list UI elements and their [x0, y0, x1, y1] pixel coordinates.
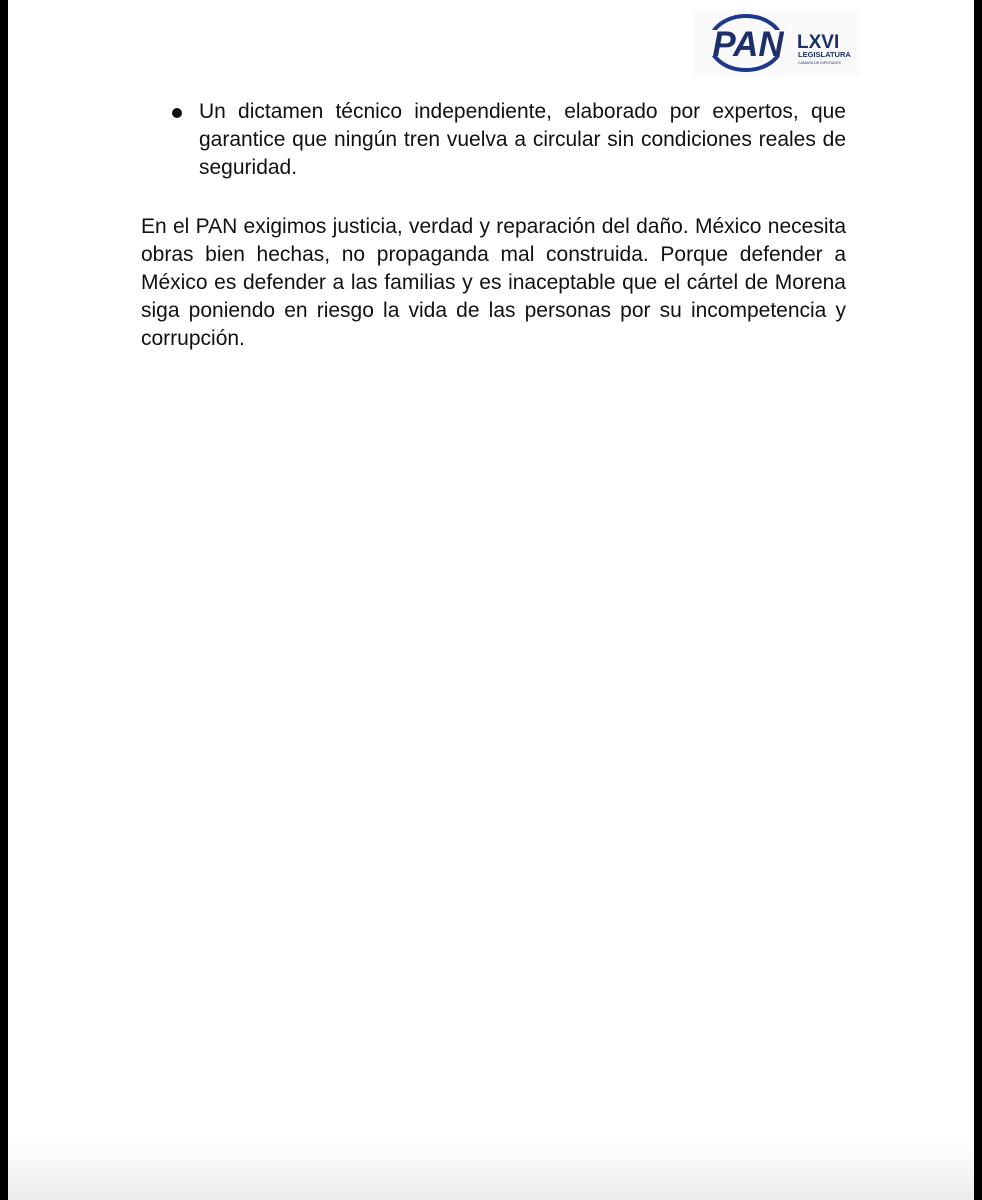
- bullet-text: Un dictamen técnico independiente, elaborado por expertos, que garantice que ningún tren vuelva a circular sin condiciones reales de seguridad.: [199, 100, 846, 179]
- list-item: [141, 98, 846, 182]
- logo-subtitle-text: LEGISLATURA: [798, 50, 851, 59]
- pan-lxvi-logo: [694, 10, 860, 76]
- bullet-dot-icon: [172, 108, 182, 118]
- bullet-list: [141, 98, 846, 182]
- logo-chamber-text: CÁMARA DE DIPUTADOS: [798, 61, 841, 65]
- logo-party-text: PAN: [712, 25, 784, 64]
- pan-logo-icon: [694, 10, 860, 76]
- logo-legislature-text: LXVI: [797, 32, 840, 53]
- document-body: [141, 98, 846, 353]
- body-paragraph: En el PAN exigimos justicia, verdad y reparación del daño. México necesita obras bien hechas, no propaganda mal construida. Porque defender a México es defender a las familias y es inaceptable que el cártel de Morena siga poniendo en riesgo la vida de las personas por su incompetencia y corrupción.: [141, 215, 846, 350]
- document-page: [8, 0, 974, 1200]
